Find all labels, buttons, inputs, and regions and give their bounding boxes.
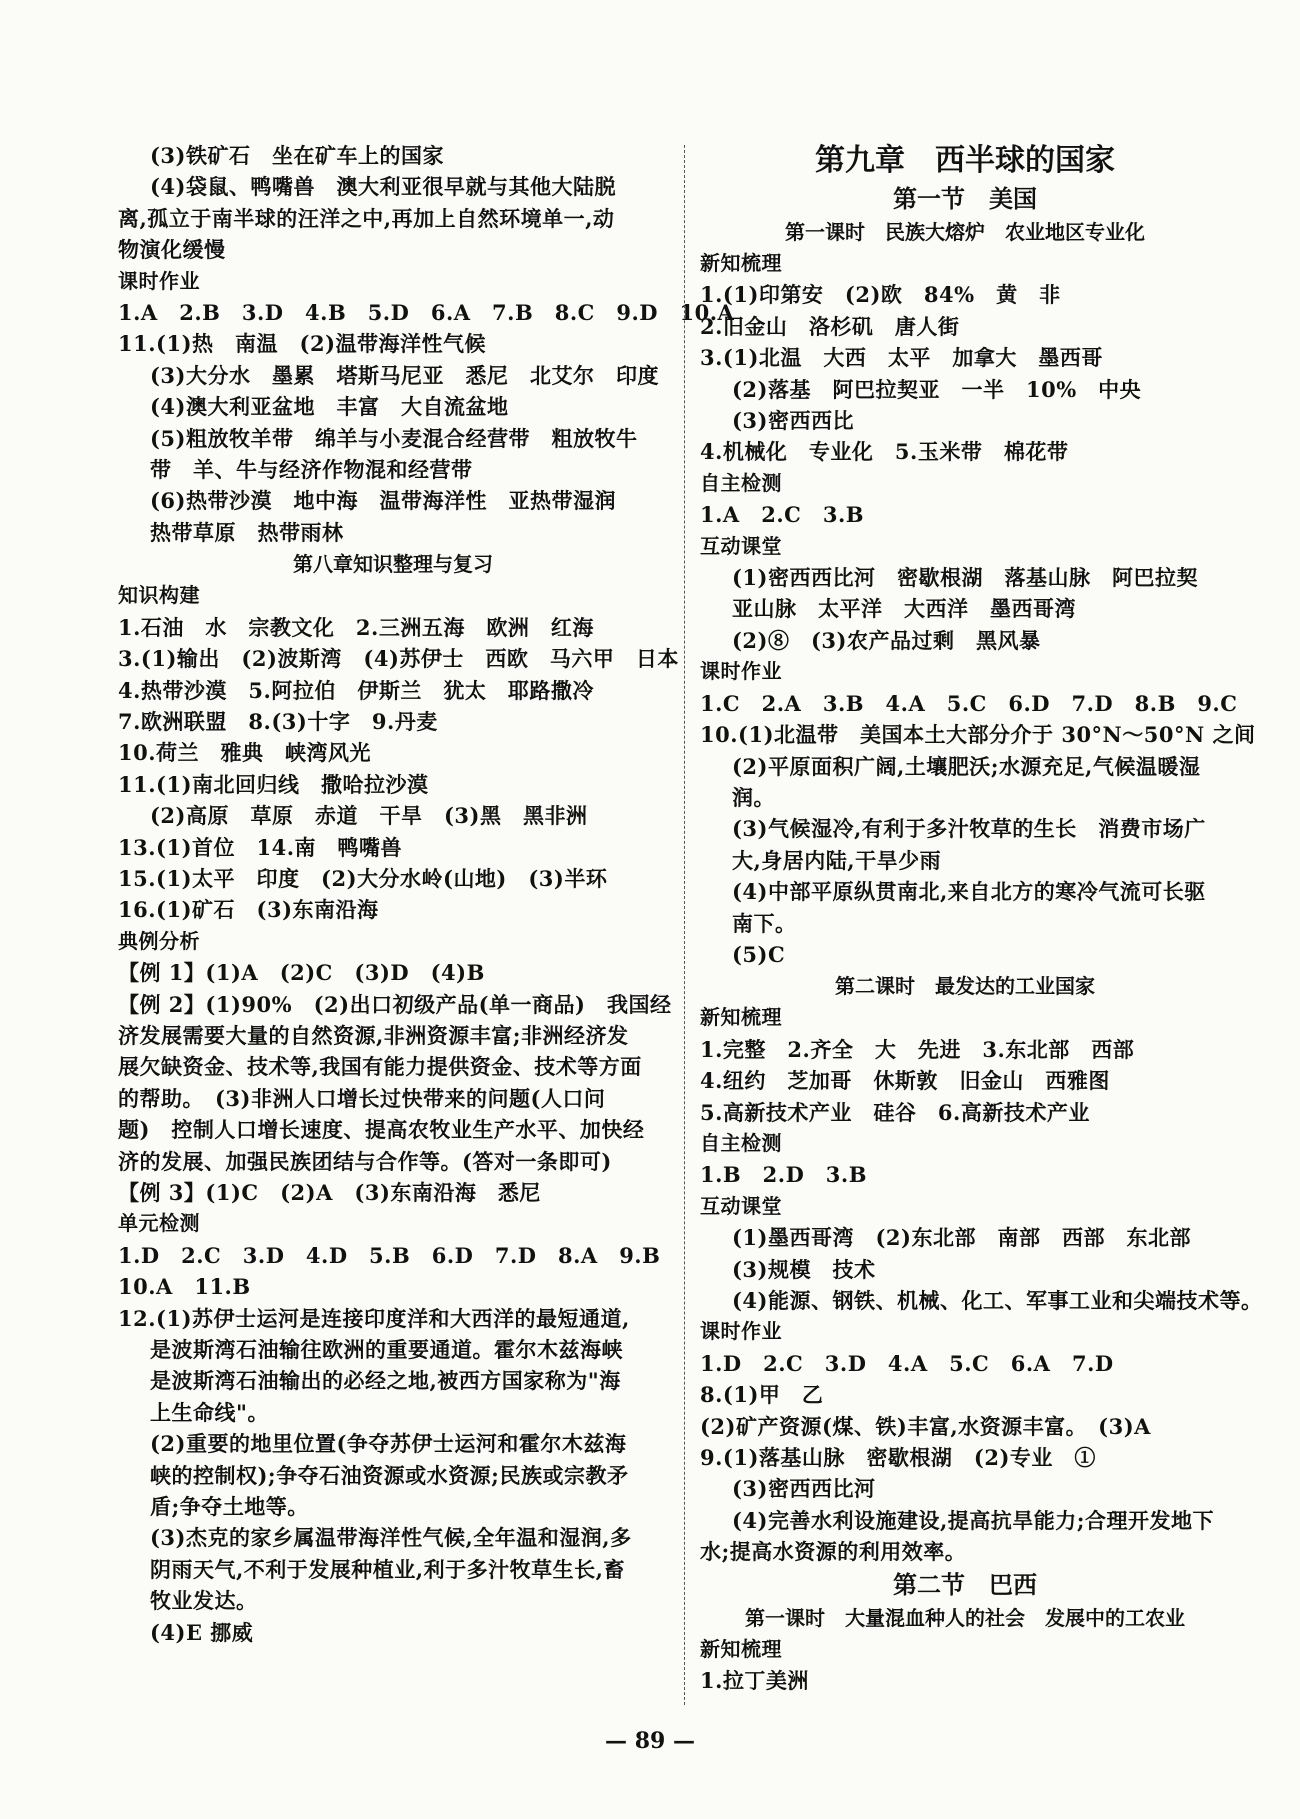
answer-line: (3)气候湿冷,有利于多汁牧草的生长 消费市场广 xyxy=(732,816,1206,842)
answer-line: 牧业发达。 xyxy=(150,1588,258,1614)
answer-line: (6)热带沙漠 地中海 温带海洋性 亚热带湿润 xyxy=(150,488,616,514)
answer-line: 的帮助。 (3)非洲人口增长过快带来的问题(人口问 xyxy=(118,1085,606,1111)
page-number: — 89 — xyxy=(605,1728,695,1754)
answer-line: 是波斯湾石油输往欧洲的重要通道。霍尔木兹海峡 xyxy=(150,1337,623,1363)
column-divider xyxy=(684,145,685,1705)
answer-line: 上生命线"。 xyxy=(150,1399,269,1425)
answer-line: 11.(1)南北回归线 撒哈拉沙漠 xyxy=(118,771,429,797)
subsection-heading: 课时作业 xyxy=(700,659,782,684)
answer-line: 题) 控制人口增长速度、提高农牧业生产水平、加快经 xyxy=(118,1117,645,1143)
answer-line: (4)能源、钢铁、机械、化工、军事工业和尖端技术等。 xyxy=(732,1288,1263,1313)
right-column xyxy=(700,140,1263,1696)
lesson-title: 第一课时 民族大熔炉 农业地区专业化 xyxy=(785,220,1145,244)
answer-line: 盾;争夺土地等。 xyxy=(150,1494,309,1520)
answer-line: 济发展需要大量的自然资源,非洲资源丰富;非洲经济发 xyxy=(118,1022,629,1048)
answer-line: (4)澳大利亚盆地 丰富 大自流盆地 xyxy=(150,394,509,420)
answer-line: 离,孤立于南半球的汪洋之中,再加上自然环境单一,动 xyxy=(118,205,615,231)
answer-line: 1.C 2.A 3.B 4.A 5.C 6.D 7.D 8.B 9.C xyxy=(700,690,1238,716)
subsection-heading: 自主检测 xyxy=(700,470,782,495)
answer-line: 润。 xyxy=(732,784,775,810)
answer-line: 2.旧金山 洛杉矶 唐人街 xyxy=(700,313,960,339)
answer-line: 1.拉丁美洲 xyxy=(700,1668,809,1694)
answer-line: 3.(1)北温 大西 太平 加拿大 墨西哥 xyxy=(700,345,1103,371)
answer-line: 【例 3】(1)C (2)A (3)东南沿海 悉尼 xyxy=(118,1180,541,1205)
subsection-heading: 新知梳理 xyxy=(700,1005,782,1030)
subsection-heading: 自主检测 xyxy=(700,1130,782,1155)
answer-line: 1.A 2.B 3.D 4.B 5.D 6.A 7.B 8.C 9.D 10.A xyxy=(118,300,735,326)
answer-line: 峡的控制权);争夺石油资源或水资源;民族或宗教矛 xyxy=(150,1462,629,1488)
answer-line: 10.荷兰 雅典 峡湾风光 xyxy=(118,740,372,766)
answer-line: 15.(1)太平 印度 (2)大分水岭(山地) (3)半环 xyxy=(118,865,608,891)
lesson-title: 第二课时 最发达的工业国家 xyxy=(835,974,1095,999)
answer-line: 3.(1)输出 (2)波斯湾 (4)苏伊士 西欧 马六甲 日本 xyxy=(118,646,679,672)
answer-line: (3)大分水 墨累 塔斯马尼亚 悉尼 北艾尔 印度 xyxy=(150,362,659,388)
answer-line: 大,身居内陆,干旱少雨 xyxy=(732,847,942,873)
answer-line: 1.B 2.D 3.B xyxy=(700,1162,867,1188)
answer-line: 12.(1)苏伊士运河是连接印度洋和大西洋的最短通道, xyxy=(118,1305,630,1331)
subsection-heading: 单元检测 xyxy=(118,1211,200,1236)
lesson-title: 第一课时 大量混血种人的社会 发展中的工农业 xyxy=(745,1605,1185,1630)
answer-line: 水;提高水资源的利用效率。 xyxy=(700,1539,967,1565)
section-title: 第一节 美国 xyxy=(893,184,1037,213)
subsection-heading: 新知梳理 xyxy=(700,251,782,275)
answer-line: (4)E 挪威 xyxy=(150,1619,254,1645)
answer-line: 是波斯湾石油输出的必经之地,被西方国家称为"海 xyxy=(150,1368,621,1394)
answer-line: (3)规模 技术 xyxy=(732,1256,876,1282)
answer-line: 亚山脉 太平洋 大西洋 墨西哥湾 xyxy=(732,596,1076,622)
subsection-heading: 互动课堂 xyxy=(700,533,782,558)
answer-line: (2)重要的地里位置(争夺苏伊士运河和霍尔木兹海 xyxy=(150,1431,627,1457)
answer-line: 1.A 2.C 3.B xyxy=(700,502,865,528)
answer-line: 8.(1)甲 乙 xyxy=(700,1382,824,1408)
answer-line: 4.纽约 芝加哥 休斯敦 旧金山 西雅图 xyxy=(700,1068,1110,1094)
answer-line: 热带草原 热带雨林 xyxy=(150,519,344,545)
subsection-heading: 知识构建 xyxy=(118,583,200,608)
answer-line: (1)墨西哥湾 (2)东北部 南部 西部 东北部 xyxy=(732,1225,1191,1251)
answer-line: 7.欧洲联盟 8.(3)十字 9.丹麦 xyxy=(118,708,438,734)
subsection-heading: 课时作业 xyxy=(700,1319,782,1344)
subsection-heading: 互动课堂 xyxy=(700,1193,782,1218)
subsection-heading: 课时作业 xyxy=(118,268,200,293)
answer-line: 南下。 xyxy=(732,910,797,936)
answer-line: (3)密西西比河 xyxy=(732,1476,876,1502)
answer-line: 【例 1】(1)A (2)C (3)D (4)B xyxy=(118,960,485,986)
answer-line: (3)杰克的家乡属温带海洋性气候,全年温和湿润,多 xyxy=(150,1525,632,1551)
answer-line: (4)中部平原纵贯南北,来自北方的寒冷气流可长驱 xyxy=(732,879,1206,905)
subsection-heading: 典例分析 xyxy=(118,928,200,953)
answer-line: 阴雨天气,不利于发展种植业,利于多汁牧草生长,畜 xyxy=(150,1556,625,1582)
answer-line: (4)袋鼠、鸭嘴兽 澳大利亚很早就与其他大陆脱 xyxy=(150,174,616,200)
answer-line: 1.D 2.C 3.D 4.A 5.C 6.A 7.D xyxy=(700,1350,1114,1376)
chapter-title: 第九章 西半球的国家 xyxy=(815,143,1115,178)
answer-line: 16.(1)矿石 (3)东南沿海 xyxy=(118,897,379,923)
answer-line: (2)⑧ (3)农产品过剩 黑风暴 xyxy=(732,627,1041,653)
answer-line: 1.石油 水 宗教文化 2.三洲五海 欧洲 红海 xyxy=(118,614,594,640)
subsection-heading: 新知梳理 xyxy=(700,1636,782,1661)
answer-line: (4)完善水利设施建设,提高抗旱能力;合理开发地下 xyxy=(732,1507,1215,1533)
answer-line: 4.热带沙漠 5.阿拉伯 伊斯兰 犹太 耶路撒冷 xyxy=(118,677,594,703)
answer-line: (2)平原面积广阔,土壤肥沃;水源充足,气候温暖湿 xyxy=(732,753,1201,779)
answer-line: (2)高原 草原 赤道 干旱 (3)黑 黑非洲 xyxy=(150,803,588,829)
answer-line: 13.(1)首位 14.南 鸭嘴兽 xyxy=(118,834,403,860)
answer-line: (5)粗放牧羊带 绵羊与小麦混合经营带 粗放牧牛 xyxy=(150,425,638,451)
answer-line: 1.(1)印第安 (2)欧 84% 黄 非 xyxy=(700,282,1061,308)
answer-line: 物演化缓慢 xyxy=(118,237,226,263)
answer-line: (2)落基 阿巴拉契亚 一半 10% 中央 xyxy=(732,376,1142,402)
answer-line: 11.(1)热 南温 (2)温带海洋性气候 xyxy=(118,331,487,357)
answer-line: 1.D 2.C 3.D 4.D 5.B 6.D 7.D 8.A 9.B xyxy=(118,1242,661,1268)
answer-line: (2)矿产资源(煤、铁)丰富,水资源丰富。 (3)A xyxy=(700,1413,1151,1439)
answer-line: 展欠缺资金、技术等,我国有能力提供资金、技术等方面 xyxy=(118,1054,642,1080)
answer-line: 济的发展、加强民族团结与合作等。(答对一条即可) xyxy=(118,1148,612,1174)
answer-line: (1)密西西比河 密歇根湖 落基山脉 阿巴拉契 xyxy=(732,565,1198,591)
answer-line: 9.(1)落基山脉 密歇根湖 (2)专业 ① xyxy=(700,1445,1096,1471)
answer-line: 4.机械化 专业化 5.玉米带 棉花带 xyxy=(700,439,1069,465)
lesson-title: 第八章知识整理与复习 xyxy=(293,552,493,577)
section-title: 第二节 巴西 xyxy=(893,1569,1037,1599)
answer-line: 10.(1)北温带 美国本土大部分介于 30°N～50°N 之间 xyxy=(700,722,1256,748)
answer-line: (5)C xyxy=(732,941,786,967)
answer-line: 1.完整 2.齐全 大 先进 3.东北部 西部 xyxy=(700,1036,1135,1062)
answer-line: (3)密西西比 xyxy=(732,408,854,434)
left-column xyxy=(118,140,735,1648)
answer-line: 10.A 11.B xyxy=(118,1274,251,1300)
answer-line: (3)铁矿石 坐在矿车上的国家 xyxy=(150,143,444,168)
answer-line: 5.高新技术产业 硅谷 6.高新技术产业 xyxy=(700,1099,1090,1125)
answer-line: 带 羊、牛与经济作物混和经营带 xyxy=(150,457,473,483)
answer-line: 【例 2】(1)90% (2)出口初级产品(单一商品) 我国经 xyxy=(118,991,672,1017)
